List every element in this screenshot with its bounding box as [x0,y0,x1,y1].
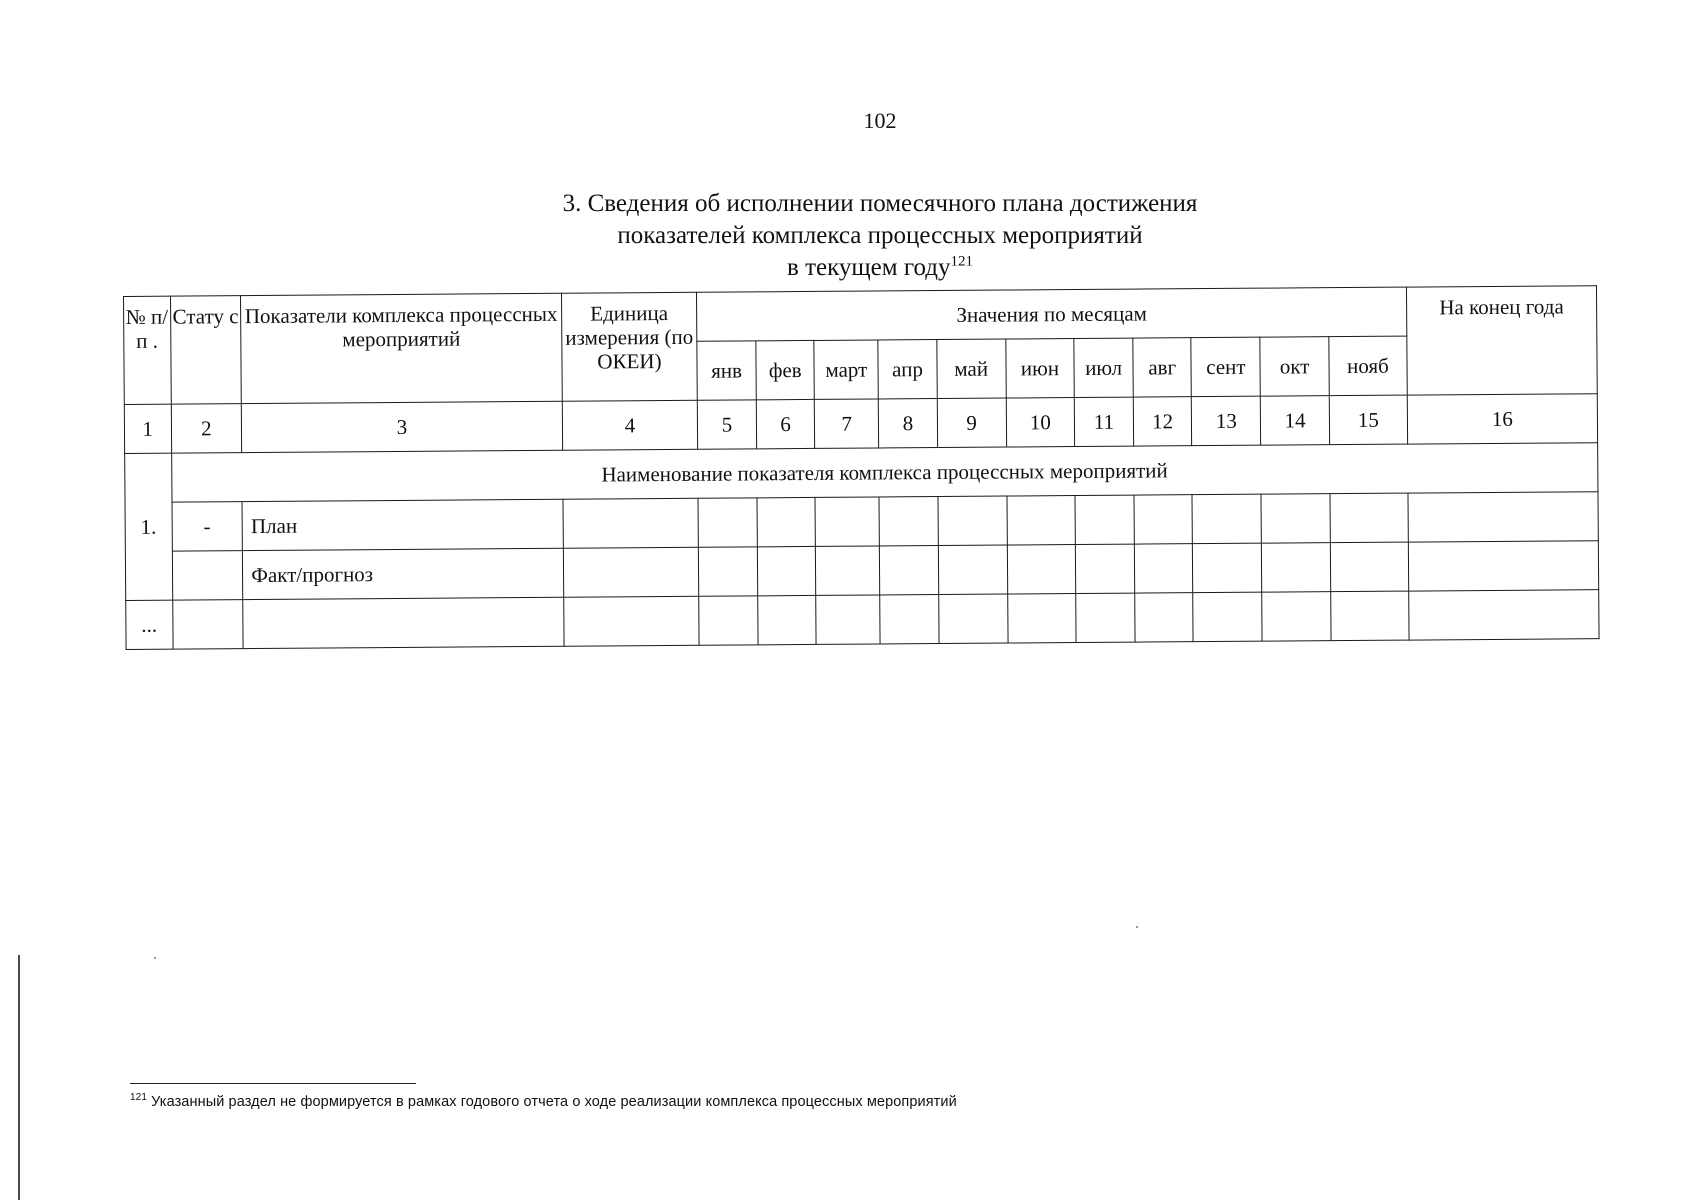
month-header: окт [1260,337,1329,397]
column-number: 1 [124,404,171,453]
value-cell [879,497,938,546]
column-number: 4 [562,400,698,450]
month-header: май [937,339,1006,399]
title-line-3 [0,252,1698,284]
header-num: № п/п . [124,296,171,404]
empty-cell [1007,594,1076,644]
value-cell [698,498,757,547]
continuation-row [126,590,1599,650]
column-number: 14 [1260,396,1329,446]
value-cell [563,547,699,597]
value-cell [1408,541,1599,591]
value-cell [1193,543,1262,593]
empty-cell [699,596,758,645]
empty-cell [172,600,243,650]
scan-edge-line [18,955,20,1200]
empty-cell [880,595,939,644]
continuation-marker: ... [126,600,173,649]
empty-cell [938,594,1007,644]
column-number: 12 [1133,397,1192,446]
title-line-2: показателей комплекса процессных мероприятий [617,222,1143,249]
empty-cell [758,595,817,644]
empty-cell [1262,592,1331,642]
value-cell [938,496,1007,546]
value-cell [1076,544,1135,593]
value-cell [879,546,938,595]
column-number: 15 [1329,395,1407,445]
month-header: июл [1074,338,1133,397]
month-header: фев [756,340,815,399]
footnote-number: 121 [130,1092,147,1104]
header-indicators: Показатели комплекса процессных мероприятий [241,293,562,403]
column-number: 5 [697,400,756,449]
value-cell [1262,543,1331,593]
value-cell [563,498,699,548]
footnote-text: Указанный раздел не формируется в рамках годового отчета о ходе реализации комплекса процессных мероприятий [151,1094,957,1110]
value-cell [815,497,879,546]
empty-cell [1193,592,1262,642]
plan-label: План [242,499,563,550]
report-table-wrapper [123,285,1600,650]
column-number: 13 [1192,396,1261,446]
value-cell [757,497,816,546]
header-unit: Единица измерения (по ОКЕИ) [561,292,697,401]
month-header: авг [1133,338,1192,397]
scan-speck [154,957,156,959]
column-number: 10 [1006,398,1075,448]
empty-cell [563,596,699,646]
header-status: Стату с [170,296,242,405]
column-number: 16 [1407,394,1598,444]
value-cell [1007,545,1076,595]
empty-cell [1331,591,1409,641]
value-cell [1192,494,1261,544]
value-cell [1134,495,1193,544]
value-cell [816,546,880,595]
value-cell [1330,542,1408,592]
scan-speck [1136,926,1138,928]
section-title [0,188,1698,284]
indicator-name: Наименование показателя комплекса процессных мероприятий [171,443,1598,502]
empty-cell [243,597,564,648]
value-cell [1408,492,1599,542]
value-cell [1075,495,1134,544]
column-number: 3 [242,401,563,452]
fact-label: Факт/прогноз [243,548,564,599]
month-header: апр [878,340,937,399]
month-header: июн [1005,339,1074,399]
monthly-plan-table [123,285,1600,650]
footnote-divider [130,1083,416,1084]
value-cell [938,545,1007,595]
column-number: 9 [937,398,1006,448]
footnote [130,1094,1230,1110]
fact-status [172,551,243,601]
value-cell [1134,544,1193,593]
value-cell [1261,494,1330,544]
column-number: 8 [878,399,937,448]
value-cell [757,546,816,595]
value-cell [699,547,758,596]
title-line-3-text: в текущем году [787,254,951,281]
month-header: янв [697,341,756,400]
month-header: нояб [1329,336,1407,396]
page-number: 102 [863,108,897,133]
month-header: март [814,340,878,399]
empty-cell [816,595,880,644]
column-number: 11 [1075,397,1134,446]
empty-cell [1076,593,1135,642]
title-line-1: 3. Сведения об исполнении помесячного плана достижения [562,190,1198,217]
title-footnote-ref: 121 [950,253,973,270]
month-header: сент [1191,337,1260,397]
column-number: 7 [815,399,879,448]
header-monthly-values: Значения по месяцам [697,287,1407,341]
value-cell [1006,496,1075,546]
empty-cell [1408,590,1599,640]
header-year-end: На конец года [1406,286,1597,395]
column-number: 2 [171,404,242,454]
column-number: 6 [756,399,815,448]
plan-status: - [172,502,243,552]
value-cell [1330,493,1408,543]
empty-cell [1135,593,1194,642]
row-number: 1. [125,453,173,600]
